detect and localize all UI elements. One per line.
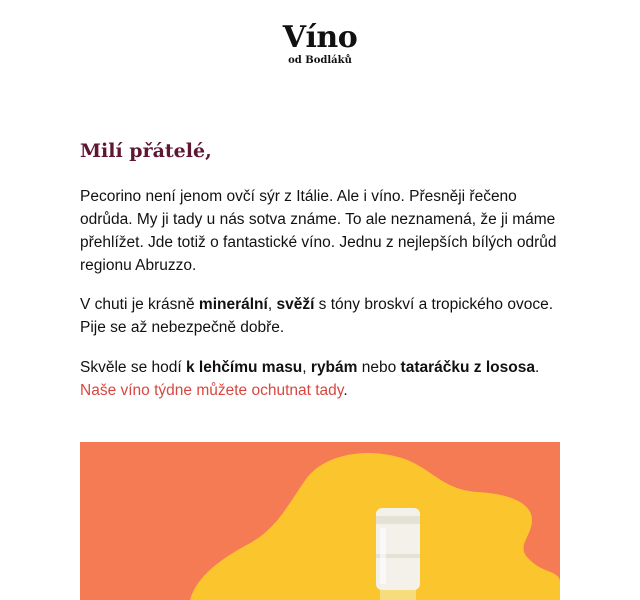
pairing-paragraph — [80, 356, 570, 402]
brand-tagline: od Bodláků — [288, 55, 352, 66]
hero-image[interactable] — [80, 442, 560, 600]
taste-text: s tóny broskví a tropického ovoce. Pije se až nebezpečně dobře. — [80, 296, 554, 336]
brand-logo[interactable] — [0, 22, 640, 67]
pairing-text: nebo — [357, 359, 401, 376]
pairing-fish: rybám — [310, 359, 358, 376]
bottle-cap-ring — [376, 516, 420, 524]
pairing-text: Skvěle se hodí — [80, 359, 186, 376]
pairing-salmon: tataráčku z lososa — [400, 359, 535, 376]
pairing-meat: k lehčímu masu — [185, 359, 303, 376]
pairing-text: , — [302, 359, 311, 376]
brand-name: Víno — [282, 20, 358, 55]
taste-paragraph — [80, 293, 570, 339]
pairing-text: . — [343, 382, 348, 399]
hero-illustration — [80, 442, 560, 600]
wine-bottle — [376, 508, 420, 600]
taste-mineral: minerální — [198, 296, 268, 313]
bottle-highlight — [380, 528, 386, 584]
intro-paragraph: Pecorino není jenom ovčí sýr z Itálie. Ale i víno. Přesněji řečeno odrůda. My ji tady u nás sotva známe. To ale neznamená, že ji máme přehlížet. Jde totiž o fantastické víno. Jednu z nejlepších bílých odrůd regionu Abruzzo. — [80, 188, 557, 274]
wine-of-week-link[interactable]: Naše víno týdne můžete ochutnat tady — [80, 382, 344, 399]
taste-fresh: svěží — [276, 296, 315, 313]
greeting-heading: Milí přátelé, — [80, 140, 212, 162]
taste-text: V chuti je krásně — [80, 296, 199, 313]
pairing-text: . — [534, 359, 540, 376]
taste-text: , — [267, 296, 277, 313]
